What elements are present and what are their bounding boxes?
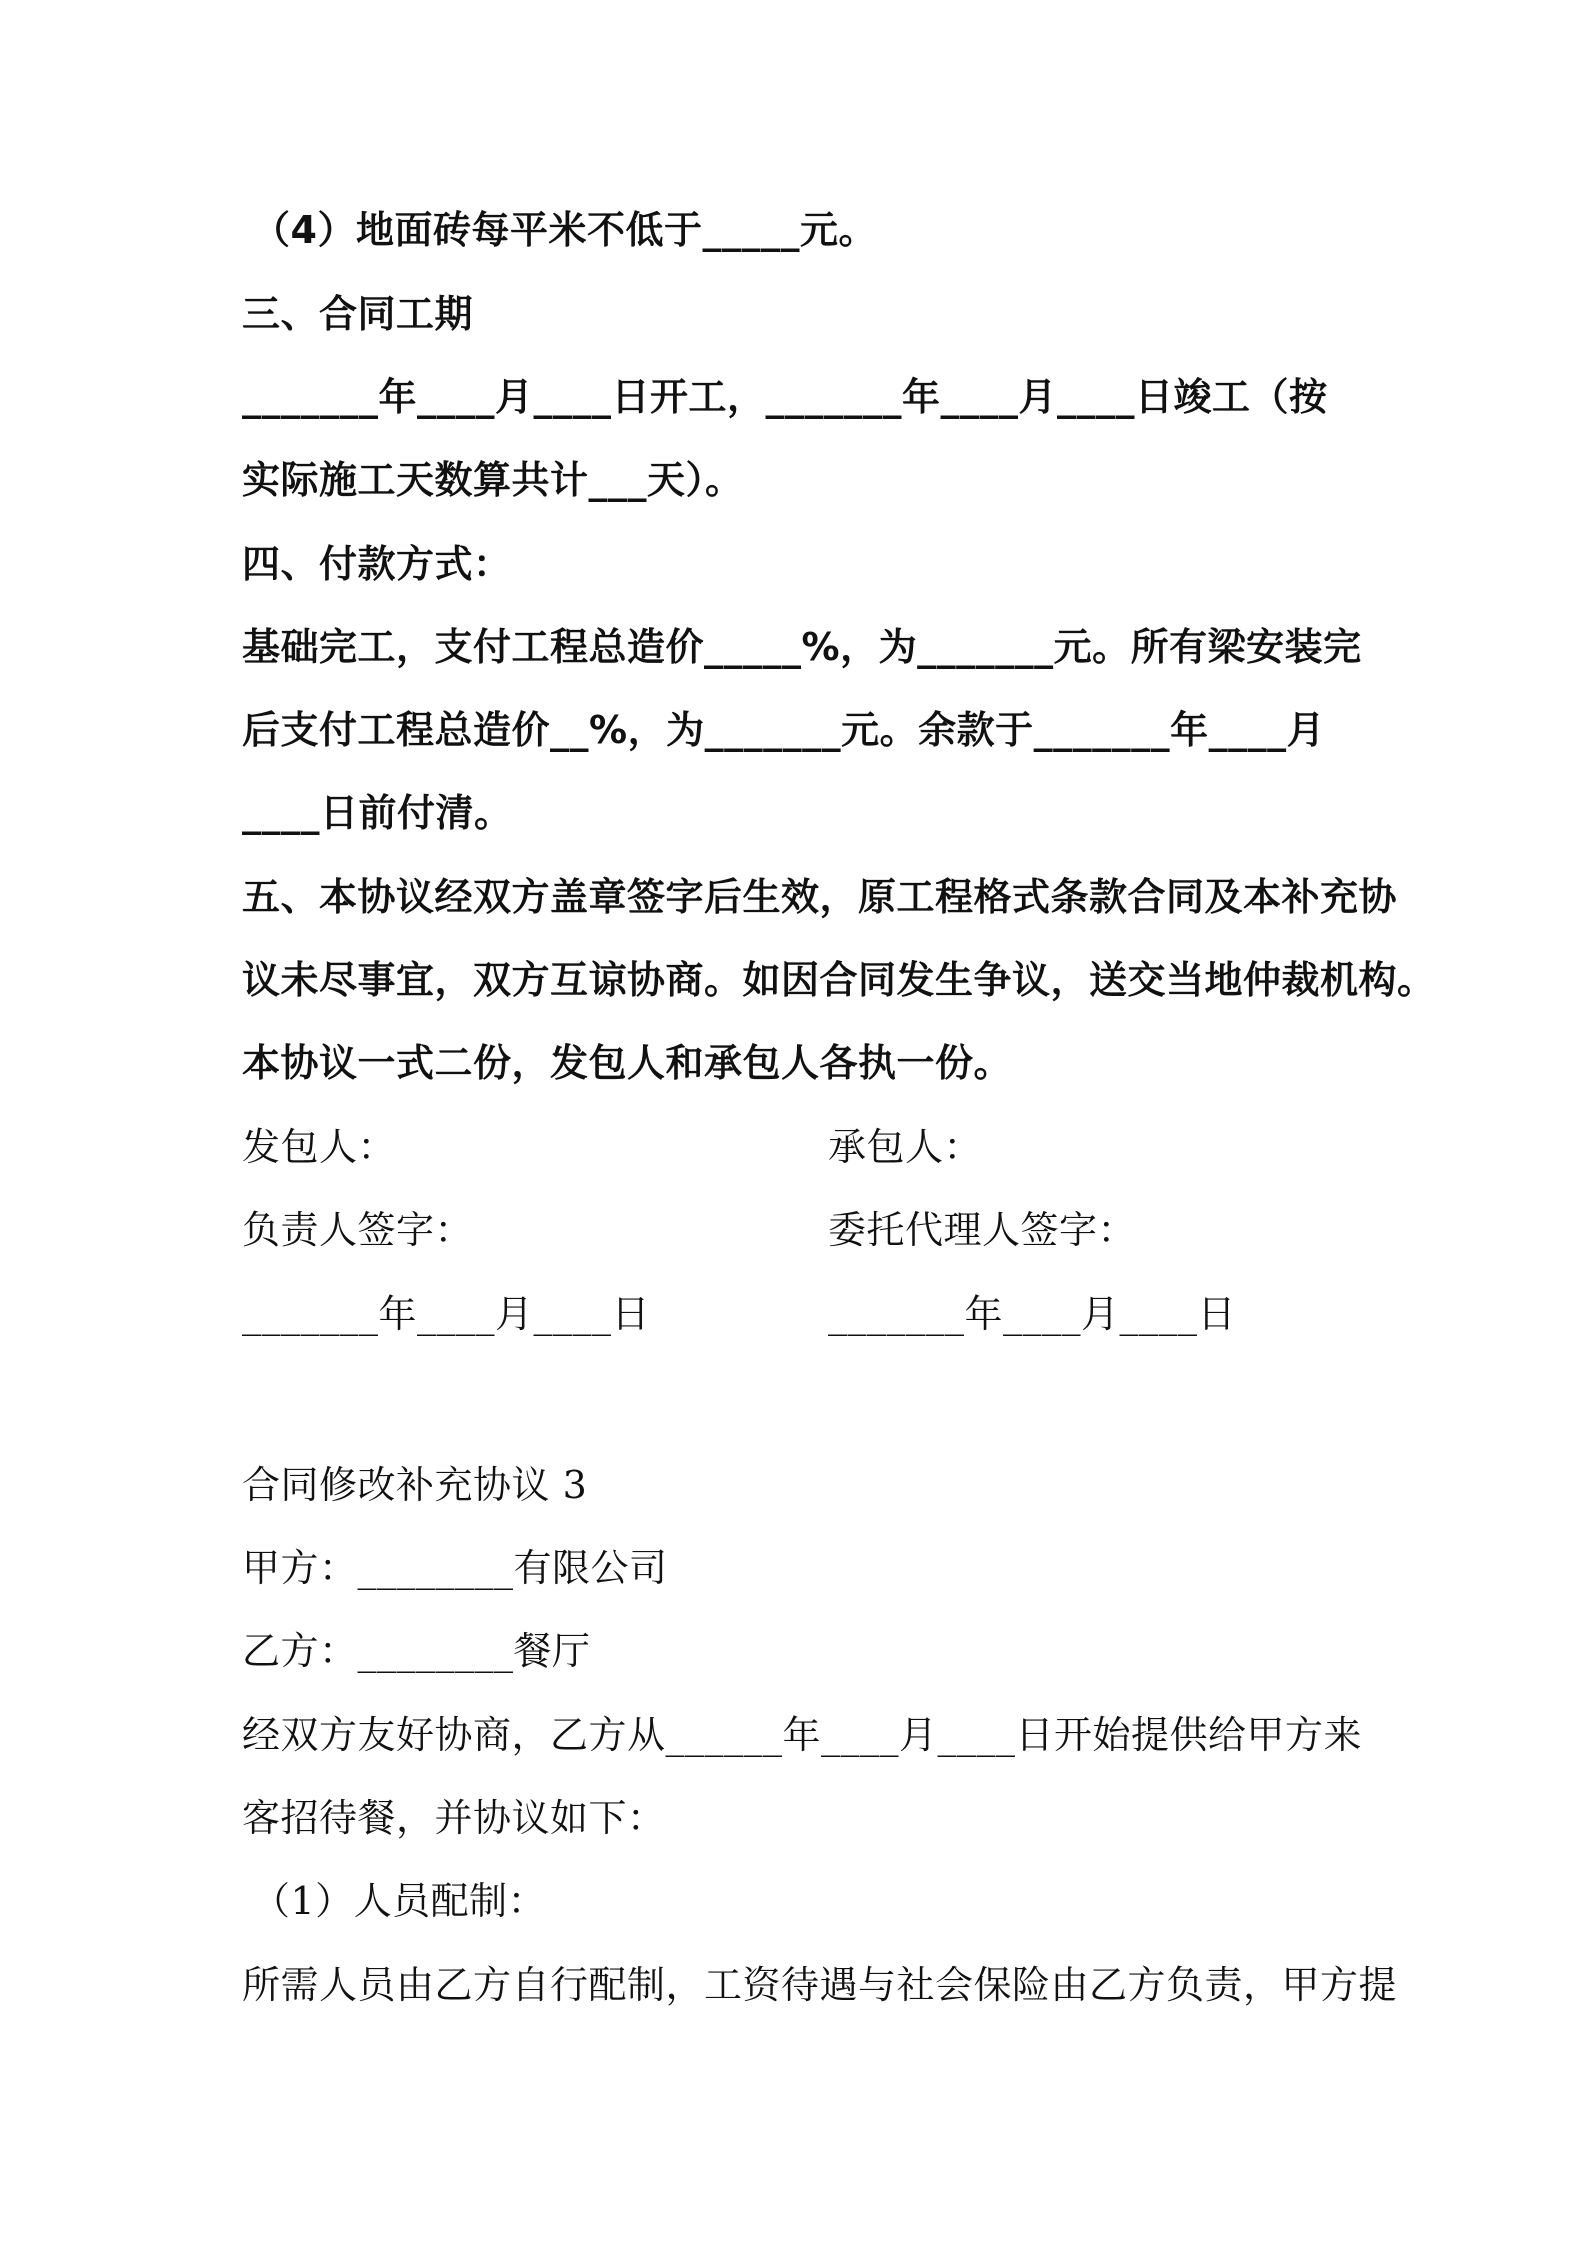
duration-line-1: _______年____月____日开工，_______年____月____日竣工（按: [242, 375, 1328, 419]
section-3-heading: 三、合同工期: [242, 292, 474, 336]
agreement-title: 合同修改补充协议 3: [242, 1463, 588, 1507]
payment-line-2: 后支付工程总造价__%，为_______元。余款于_______年____月: [242, 708, 1326, 752]
intro-line-1: 经双方友好协商，乙方从______年____月____日开始提供给甲方来: [242, 1713, 1363, 1757]
employer-label: 发包人：: [242, 1125, 397, 1169]
contractor-date: _______年____月____日: [828, 1292, 1237, 1336]
section-5-line-3: 本协议一式二份，发包人和承包人各执一份。: [242, 1041, 1013, 1085]
party-b-line: 乙方：________餐厅: [242, 1629, 591, 1673]
clause-item-4: （4）地面砖每平米不低于_____元。: [252, 208, 877, 252]
employer-signature-label: 负责人签字：: [242, 1208, 474, 1252]
section-5-line-1: 五、本协议经双方盖章签字后生效，原工程格式条款合同及本补充协: [242, 875, 1398, 919]
clause-item-1: （1）人员配制：: [252, 1879, 547, 1923]
duration-line-2: 实际施工天数算共计___天）。: [242, 458, 744, 502]
contractor-signature-label: 委托代理人签字：: [828, 1208, 1137, 1252]
intro-line-2: 客招待餐，并协议如下：: [242, 1796, 666, 1840]
payment-line-3: ____日前付清。: [242, 791, 513, 835]
payment-line-1: 基础完工，支付工程总造价_____%，为_______元。所有梁安装完: [242, 625, 1362, 669]
section-4-heading: 四、付款方式：: [242, 542, 512, 586]
contractor-label: 承包人：: [828, 1125, 983, 1169]
party-a-line: 甲方：________有限公司: [242, 1546, 668, 1590]
clause-item-1-text: 所需人员由乙方自行配制，工资待遇与社会保险由乙方负责，甲方提: [242, 1963, 1398, 2007]
section-5-line-2: 议未尽事宜，双方互谅协商。如因合同发生争议，送交当地仲裁机构。: [242, 958, 1436, 1002]
employer-date: _______年____月____日: [242, 1292, 651, 1336]
